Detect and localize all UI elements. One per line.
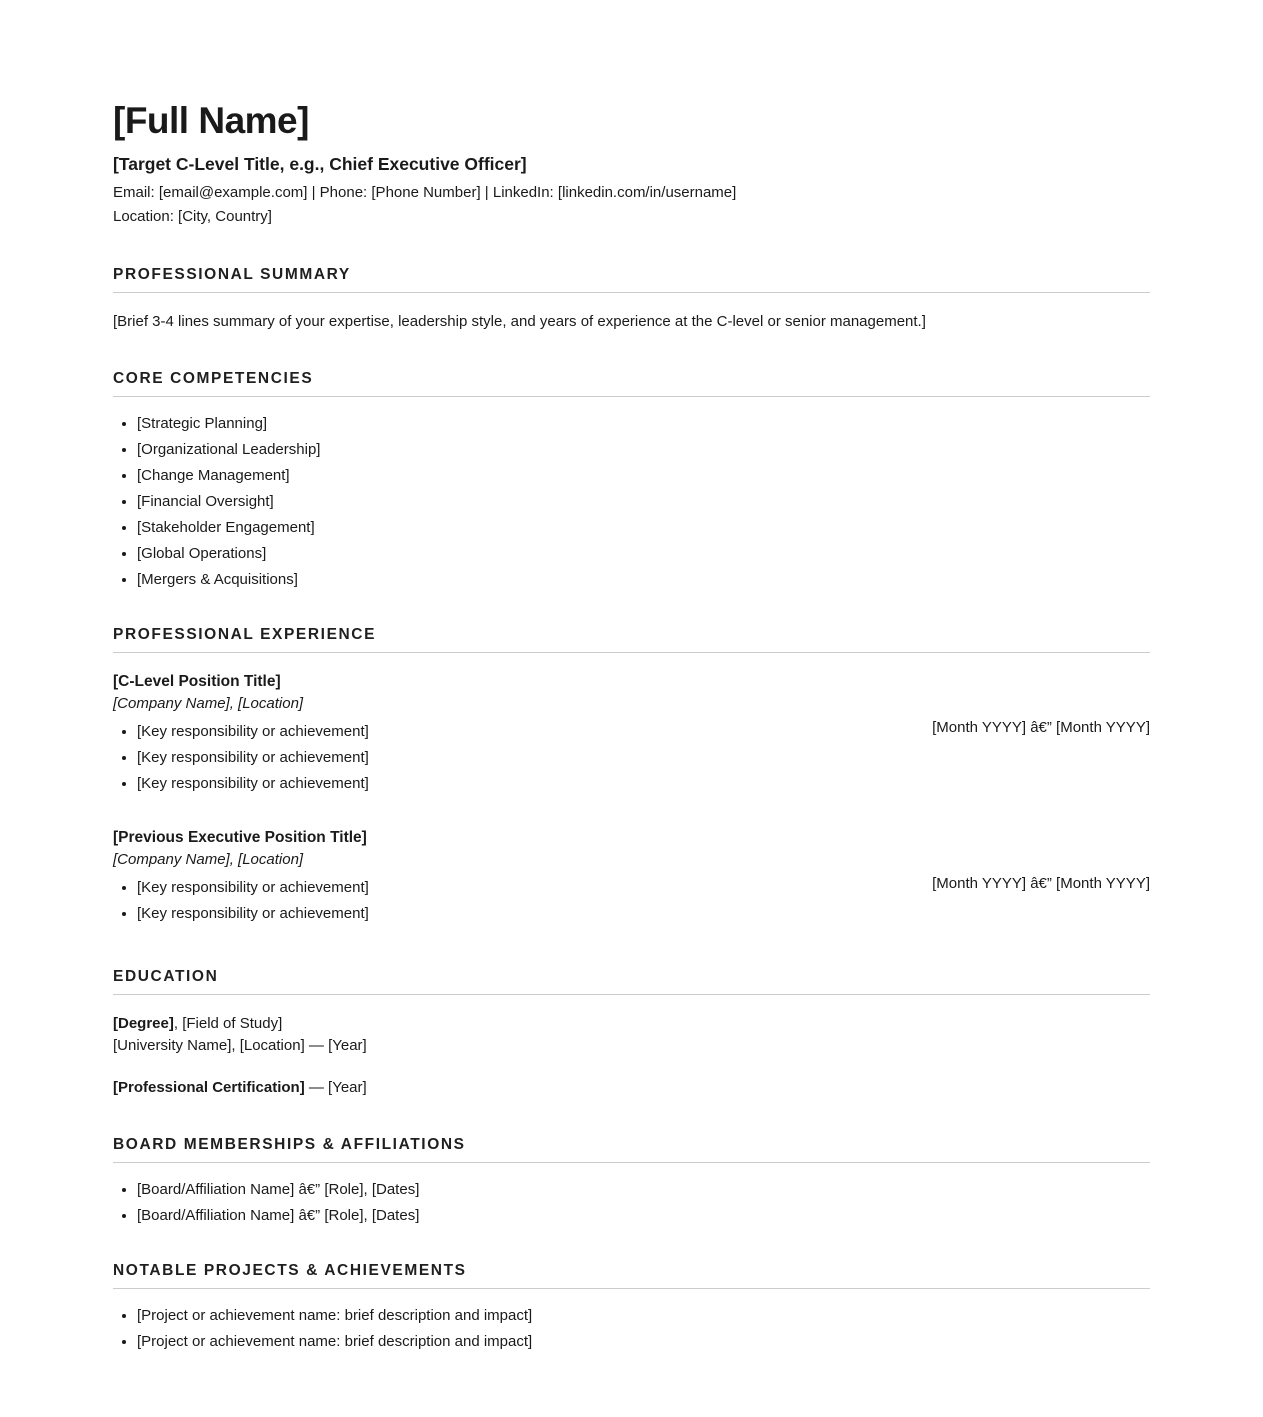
list-item: • [Mergers & Acquisitions] xyxy=(137,571,1150,589)
entry-company: [Company Name], [Location] xyxy=(113,850,304,868)
location-line: Location: [City, Country] xyxy=(113,207,272,225)
degree-name: [Degree] xyxy=(113,1014,174,1032)
entry-company: [Company Name], [Location] xyxy=(113,694,304,712)
section-professional-summary xyxy=(113,266,1150,333)
education-university-line: [University Name], [Location] — [Year] xyxy=(113,1036,367,1054)
section-heading-notable-projects: NOTABLE PROJECTS & ACHIEVEMENTS xyxy=(113,1262,1150,1289)
list-item: • [Strategic Planning] xyxy=(137,415,1150,433)
list-item: • [Board/Affiliation Name] â€” [Role], [Dates] xyxy=(137,1207,1150,1225)
list-item: • [Financial Oversight] xyxy=(137,493,1150,511)
summary-text: [Brief 3-4 lines summary of your expertise, leadership style, and years of experience at the C-level or senior management.] xyxy=(113,312,926,330)
section-board-memberships xyxy=(113,1136,1150,1225)
contact-line: Email: [email@example.com] | Phone: [Phone Number] | LinkedIn: [linkedin.com/in/username] xyxy=(113,183,737,201)
entry-dates: [Month YYYY] â€” [Month YYYY] xyxy=(932,718,1150,736)
education-degree-line xyxy=(113,1013,1150,1035)
degree-field: , [Field of Study] xyxy=(173,1014,283,1032)
resume-header xyxy=(113,102,1150,229)
list-item: • [Global Operations] xyxy=(137,545,1150,563)
section-heading-board-memberships: BOARD MEMBERSHIPS & AFFILIATIONS xyxy=(113,1136,1150,1163)
section-professional-experience xyxy=(113,626,1150,931)
target-title: [Target C-Level Title, e.g., Chief Executive Officer] xyxy=(113,153,527,174)
experience-entry xyxy=(113,671,1150,801)
section-heading-professional-experience: PROFESSIONAL EXPERIENCE xyxy=(113,626,1150,653)
list-item: • [Project or achievement name: brief description and impact] xyxy=(137,1307,1150,1325)
list-item: • [Key responsibility or achievement] xyxy=(137,749,1150,767)
list-item: • [Project or achievement name: brief description and impact] xyxy=(137,1333,1150,1351)
full-name: [Full Name] xyxy=(113,100,309,141)
projects-list xyxy=(113,1307,1150,1351)
list-item: • [Key responsibility or achievement] xyxy=(137,905,1150,923)
list-item: • [Organizational Leadership] xyxy=(137,441,1150,459)
section-core-competencies xyxy=(113,370,1150,589)
list-item: • [Key responsibility or achievement] xyxy=(137,775,1150,793)
education-certification-line xyxy=(113,1077,1150,1099)
list-item: • [Change Management] xyxy=(137,467,1150,485)
list-item: • [Board/Affiliation Name] â€” [Role], [Dates] xyxy=(137,1181,1150,1199)
entry-title: [C-Level Position Title] xyxy=(113,672,281,690)
section-heading-education: EDUCATION xyxy=(113,968,1150,995)
entry-dates: [Month YYYY] â€” [Month YYYY] xyxy=(932,874,1150,892)
competency-list xyxy=(113,415,1150,589)
entry-title: [Previous Executive Position Title] xyxy=(113,828,367,846)
certification-year: — [Year] xyxy=(304,1078,367,1096)
list-item: • [Key responsibility or achievement] xyxy=(137,879,1150,897)
board-list xyxy=(113,1181,1150,1225)
section-heading-core-competencies: CORE COMPETENCIES xyxy=(113,370,1150,397)
section-heading-professional-summary: PROFESSIONAL SUMMARY xyxy=(113,266,1150,293)
experience-entry xyxy=(113,827,1150,931)
certification-name: [Professional Certification] xyxy=(113,1078,305,1096)
section-notable-projects xyxy=(113,1262,1150,1351)
list-item: • [Key responsibility or achievement] xyxy=(137,723,1150,741)
list-item: • [Stakeholder Engagement] xyxy=(137,519,1150,537)
section-education xyxy=(113,968,1150,1099)
